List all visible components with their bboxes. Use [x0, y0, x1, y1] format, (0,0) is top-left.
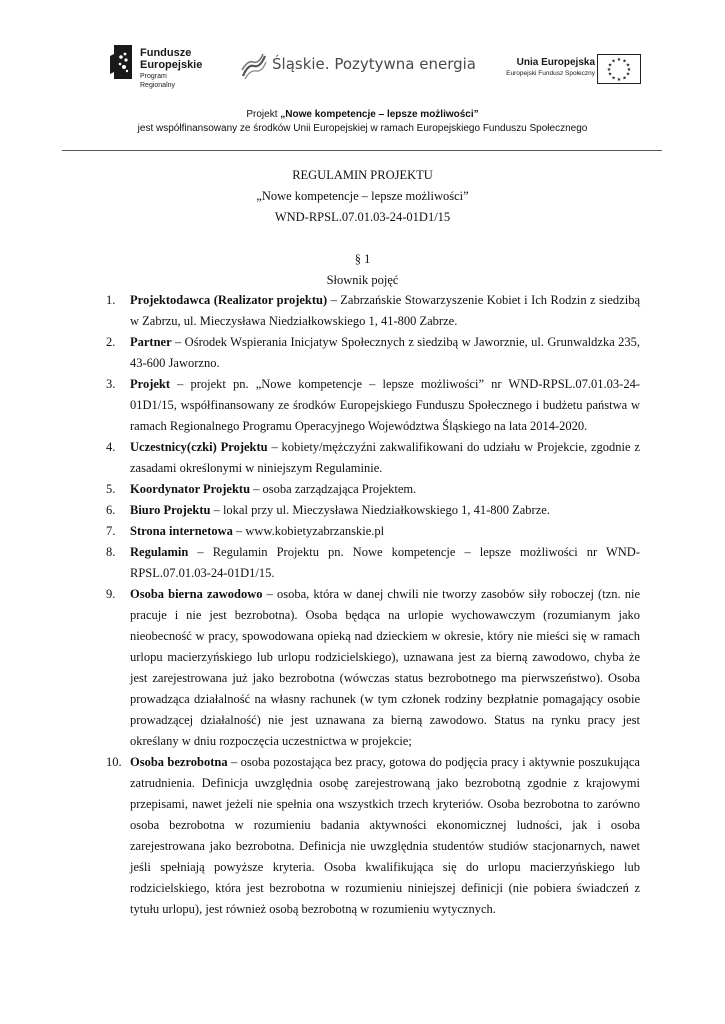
list-item	[62, 479, 640, 500]
item-text: – osoba, która w danej chwili nie tworzy zasobów siły roboczej (tzn. nie pracuje i nie jest bezrobotna). Osoba będąca na urlopie wychowawczym (rozumianym jako nieobecność w pracy, spowodowana opieką nad dzieckiem w okresie, który nie mieści się w ramach urlopu macierzyńskiego lub urlopu rodzicielskiego), uznawana jest za bierną zawodowo, chyba że jest zarejestrowana już jako bezrobotna (wówczas status bezrobotnego ma pierwszeństwo). Osoba prowadząca działalność na własny rachunek (w tym członek rodziny bezpłatnie pomagający osobie prowadzącej działalność) nie jest uznawana za bierną zawodowo. Status na rynku pracy jest określany w dniu rozpoczęcia uczestnictwa w projekcie;	[130, 587, 640, 748]
svg-text:★: ★	[616, 77, 622, 83]
section-title: Słownik pojęć	[326, 273, 399, 287]
item-term: Partner	[130, 335, 172, 349]
item-term: Osoba bierna zawodowo	[130, 587, 263, 601]
item-number: 5.	[106, 482, 116, 496]
doc-title: REGULAMIN PROJEKTU	[292, 168, 433, 182]
item-term: Regulamin	[130, 545, 189, 559]
item-term: Strona internetowa	[130, 524, 233, 538]
slaskie-text: Śląskie. Pozytywna energia	[272, 55, 476, 73]
item-number: 8.	[106, 545, 116, 559]
definitions-list	[62, 290, 640, 920]
item-text: – www.kobietyzabrzanskie.pl	[232, 524, 385, 538]
list-item	[62, 437, 640, 479]
list-item	[62, 290, 640, 332]
item-term: Projektodawca (Realizator projektu)	[130, 293, 328, 307]
ue-line2: Europejski Fundusz Społeczny	[506, 70, 595, 77]
svg-text:★: ★	[616, 57, 622, 63]
fe-line1: Fundusze	[140, 47, 192, 59]
list-item	[62, 500, 640, 521]
svg-text:★: ★	[622, 58, 627, 65]
unia-europejska-logo	[493, 54, 641, 86]
item-term: Biuro Projektu	[130, 503, 211, 517]
item-number: 9.	[106, 587, 116, 601]
item-text: – Zabrzańskie Stowarzyszenie Kobiet i Ich Rodzin z siedzibą w Zabrzu, ul. Mieczysława Niedziałkowskiego 1, 41-800 Zabrze.	[130, 293, 640, 328]
item-term: Uczestnicy(czki) Projektu	[130, 440, 268, 454]
item-text: – Regulamin Projektu pn. Nowe kompetencje – lepsze możliwości nr WND-RPSL.07.01.03-24-01D1/15.	[130, 545, 640, 580]
item-text: – Ośrodek Wspierania Inicjatyw Społecznych z siedzibą w Jaworznie, ul. Grunwaldzka 235, 43-600 Jaworzno.	[130, 335, 640, 370]
list-item	[62, 521, 640, 542]
header-divider	[62, 150, 662, 151]
doc-project-name: „Nowe kompetencje – lepsze możliwości”	[256, 189, 469, 203]
item-text: – lokal przy ul. Mieczysława Niedziałkowskiego 1, 41-800 Zabrze.	[210, 503, 550, 517]
list-item	[62, 332, 640, 374]
item-text: – kobiety/mężczyźni zakwalifikowani do udziału w Projekcie, zgodnie z zasadami określonymi w niniejszym Regulaminie.	[130, 440, 640, 475]
svg-text:★: ★	[622, 75, 627, 82]
fe-line2: Europejskie	[140, 59, 203, 71]
item-number: 1.	[106, 293, 116, 307]
item-text: – projekt pn. „Nowe kompetencje – lepsze możliwości” nr WND-RPSL.07.01.03-24-01D1/15, współfinansowany ze środków Europejskiego Funduszu Społecznego i budżetu państwa w ramach Regionalnego Programu Operacyjnego Województwa Śląskiego na lata 2014-2020.	[130, 377, 640, 433]
cofinance-text: jest współfinansowany ze środków Unii Europejskiej w ramach Europejskiego Funduszu Społecznego	[137, 123, 588, 134]
list-item	[62, 584, 640, 752]
item-number: 3.	[106, 377, 116, 391]
item-text: – osoba zarządzająca Projektem.	[250, 482, 417, 496]
document-title-block	[0, 165, 725, 291]
svg-text:★: ★	[625, 62, 631, 69]
svg-text:★: ★	[607, 62, 613, 69]
item-term: Osoba bezrobotna	[130, 755, 228, 769]
list-item	[62, 752, 640, 920]
fundusze-europejskie-icon	[110, 44, 136, 80]
project-header	[0, 108, 725, 136]
item-text: – osoba pozostająca bez pracy, gotowa do podjęcia pracy i aktywnie poszukująca zatrudnienia. Definicja uwzględnia osobę zarejestrowaną jako bezrobotną zgodnie z krajowymi przepisami, nawet jeżeli nie spełnia ona wszystkich trzech kryteriów. Osoba bezrobotna to zarówno osoba bezrobotna w rozumieniu badania aktywności ekonomicznej ludności, jak i osoba zarejestrowana jako bezrobotna. Definicja nie uwzględnia studentów studiów stacjonarnych, nawet jeśli spełniają powyższe kryteria. Osoba kwalifikująca się do urlopu macierzyńskiego lub rodzicielskiego, która jest bezrobotna w rozumieniu niniejszej definicji (nie pobiera świadczeń z tytułu urlopu), jest również osobą bezrobotną w rozumieniu wytycznych.	[130, 755, 640, 916]
ue-line1: Unia Europejska	[516, 57, 595, 68]
svg-text:★: ★	[611, 58, 616, 65]
item-number: 2.	[106, 335, 116, 349]
fe-line3: Program Regionalny	[140, 73, 176, 89]
svg-text:★: ★	[625, 71, 631, 78]
svg-text:★: ★	[611, 75, 616, 82]
item-number: 7.	[106, 524, 116, 538]
list-item	[62, 374, 640, 437]
section-number: § 1	[354, 252, 371, 266]
item-number: 6.	[106, 503, 116, 517]
slaskie-wave-icon	[240, 52, 268, 80]
eu-flag-icon	[597, 54, 641, 84]
svg-text:★: ★	[606, 67, 612, 73]
project-name: „Nowe kompetencje – lepsze możliwości”	[280, 109, 479, 120]
item-term: Projekt	[130, 377, 171, 391]
svg-text:★: ★	[607, 71, 613, 78]
header-logos	[110, 44, 642, 88]
project-prefix: Projekt	[246, 109, 278, 120]
item-number: 4.	[106, 440, 116, 454]
item-number: 10.	[106, 755, 122, 769]
item-term: Koordynator Projektu	[130, 482, 251, 496]
doc-project-number: WND-RPSL.07.01.03-24-01D1/15	[274, 210, 451, 224]
list-item	[62, 542, 640, 584]
svg-text:★: ★	[626, 67, 632, 73]
